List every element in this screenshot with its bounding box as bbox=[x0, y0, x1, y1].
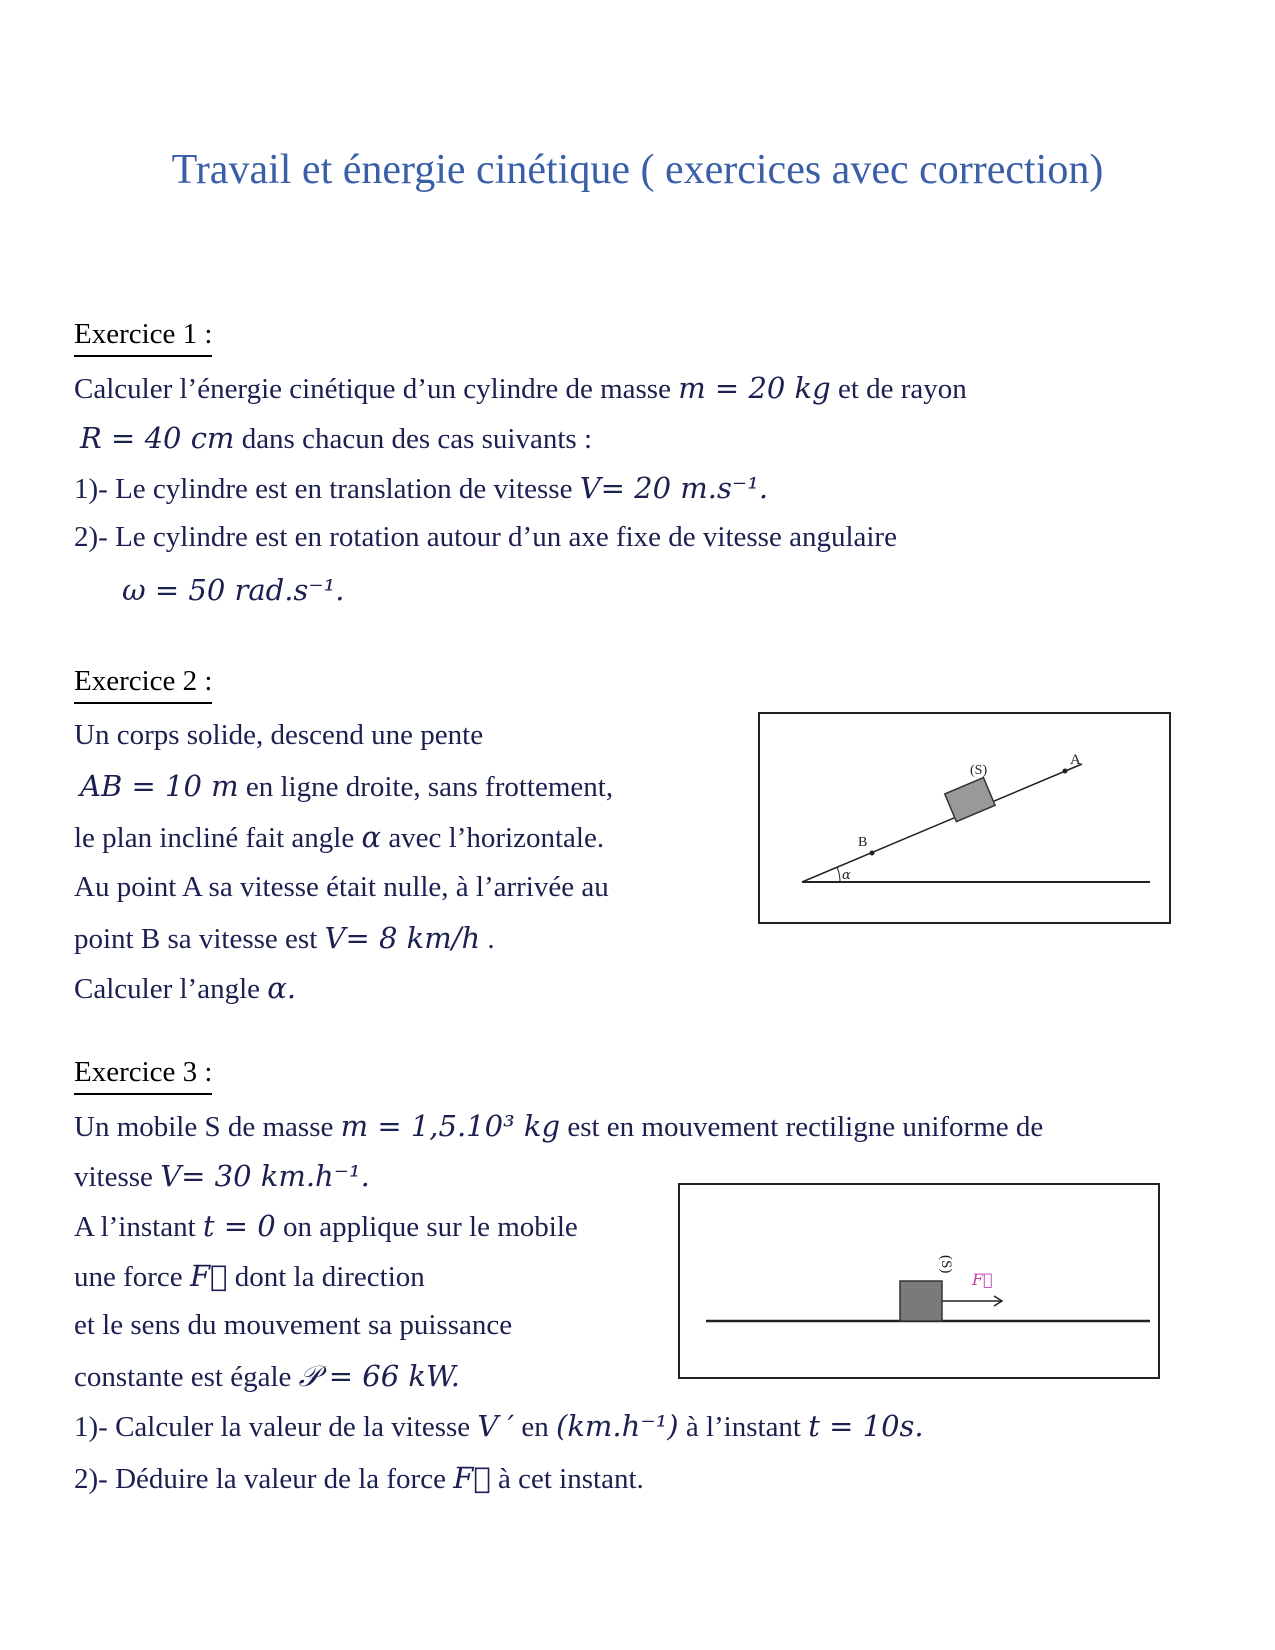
inclined-plane-drawing bbox=[760, 714, 1173, 926]
angle-arc bbox=[837, 867, 840, 882]
ex3-line-5: et le sens du mouvement sa puissance bbox=[74, 1309, 513, 1341]
exercise-3-heading: Exercice 3 : bbox=[74, 1056, 212, 1095]
ex2-line-4: Au point A sa vitesse était nulle, à l’arrivée au bbox=[74, 871, 609, 903]
label-s: (S) bbox=[970, 763, 988, 778]
ex1-line-5: ω = 50 rad.s⁻¹. bbox=[122, 573, 345, 607]
exercise-1-heading: Exercice 1 : bbox=[74, 318, 212, 357]
mobile-force-drawing bbox=[680, 1185, 1162, 1381]
ex3-line-6: constante est égale 𝒫 = 66 kW. bbox=[74, 1359, 460, 1393]
label-f: F⃗ bbox=[972, 1270, 993, 1289]
label-a: A bbox=[1070, 752, 1081, 768]
ex1-line-2: R = 40 cm dans chacun des cas suivants : bbox=[80, 421, 593, 455]
ex3-line-4: une force F⃗ dont la direction bbox=[74, 1259, 425, 1293]
ex3-line-3: A l’instant t = 0 on applique sur le mobile bbox=[74, 1209, 578, 1243]
mobile-force-figure bbox=[678, 1183, 1160, 1379]
ex3-line-2: vitesse V= 30 km.h⁻¹. bbox=[74, 1159, 370, 1193]
ex2-line-6: Calculer l’angle α. bbox=[74, 971, 297, 1005]
ex2-line-3: le plan incliné fait angle α avec l’horizontale. bbox=[74, 820, 605, 854]
ex2-line-1: Un corps solide, descend une pente bbox=[74, 719, 484, 751]
page-title: Travail et énergie cinétique ( exercices avec correction) bbox=[171, 147, 1104, 193]
point-a-dot bbox=[1063, 769, 1068, 774]
ex1-line-1: Calculer l’énergie cinétique d’un cylindre de masse m = 20 kg et de rayon bbox=[74, 371, 967, 405]
ex3-line-8: 2)- Déduire la valeur de la force F⃗ à cet instant. bbox=[74, 1461, 644, 1495]
label-s: (S) bbox=[938, 1255, 954, 1274]
ex3-line-7: 1)- Calculer la valeur de la vitesse V ′ en (km.h⁻¹) à l’instant t = 10s. bbox=[74, 1409, 924, 1443]
slope-line bbox=[802, 764, 1082, 882]
mobile-block bbox=[900, 1281, 942, 1321]
ex3-line-1: Un mobile S de masse m = 1,5.10³ kg est en mouvement rectiligne uniforme de bbox=[74, 1109, 1044, 1143]
inclined-plane-figure bbox=[758, 712, 1171, 924]
label-b: B bbox=[858, 835, 868, 850]
ex1-line-3: 1)- Le cylindre est en translation de vitesse V= 20 m.s⁻¹. bbox=[74, 471, 769, 505]
ex1-line-4: 2)- Le cylindre est en rotation autour d’un axe fixe de vitesse angulaire bbox=[74, 521, 897, 553]
exercise-2-heading: Exercice 2 : bbox=[74, 665, 212, 704]
ex2-line-5: point B sa vitesse est V= 8 km/h . bbox=[74, 921, 495, 955]
point-b-dot bbox=[870, 851, 875, 856]
label-alpha: α bbox=[842, 868, 851, 883]
ex2-line-2: AB = 10 m en ligne droite, sans frottement, bbox=[80, 769, 614, 803]
solid-block bbox=[945, 778, 995, 822]
